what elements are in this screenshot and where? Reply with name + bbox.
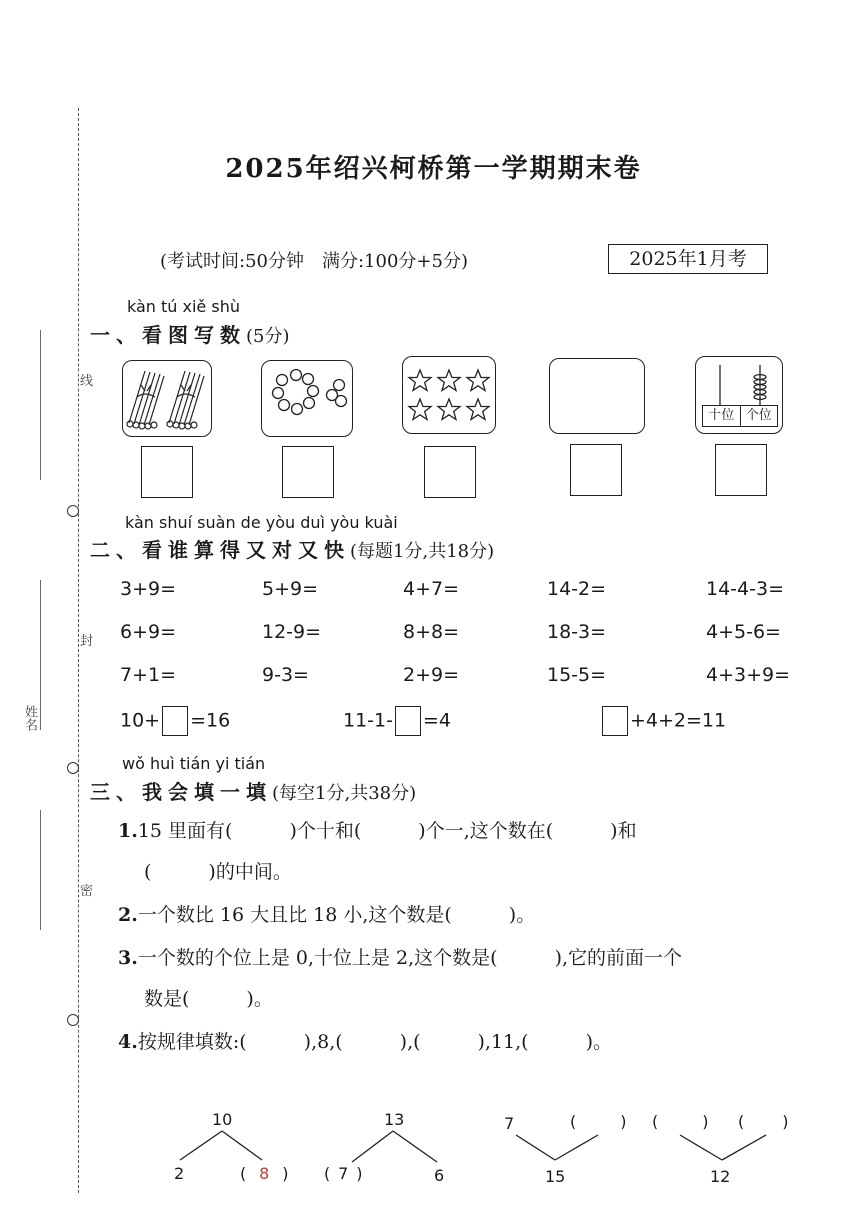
question-1-line2: ( )的中间。	[144, 861, 292, 883]
section1-pinyin: kàn tú xiě shù	[127, 297, 240, 316]
question-number: 3.	[118, 947, 138, 969]
answer-box[interactable]	[570, 444, 622, 496]
answer-box[interactable]	[282, 446, 334, 498]
question-2	[118, 901, 535, 929]
margin-blank-line	[40, 330, 41, 480]
equation: 18-3=	[547, 621, 607, 643]
circles-icon	[262, 361, 352, 436]
section3-pinyin: wǒ huì tián yi tián	[122, 754, 266, 773]
equation: 2+9=	[403, 664, 460, 686]
binding-hole	[67, 1014, 79, 1026]
binding-hole	[67, 762, 79, 774]
answer-box[interactable]	[715, 444, 767, 496]
blank-box[interactable]	[162, 706, 188, 736]
abacus-place-labels	[702, 405, 778, 427]
ones-label: 个位	[745, 408, 772, 423]
question-text: 15 里面有( )个十和( )个一,这个数在( )和	[137, 820, 637, 842]
equation-left: 10+	[120, 709, 161, 732]
equation: 15-5=	[547, 664, 607, 686]
bond1-left: 2	[174, 1164, 185, 1183]
picture-bundles	[122, 360, 212, 437]
section2-score: (每题1分,共18分)	[350, 541, 495, 562]
blank-box[interactable]	[602, 706, 628, 736]
equation-right: +4+2=11	[630, 709, 727, 732]
equation: 6+9=	[120, 621, 177, 643]
bond1-right: ( 8 )	[240, 1164, 289, 1183]
bond3-bottom: 15	[545, 1167, 566, 1186]
bond3-right[interactable]: ( )	[570, 1112, 627, 1131]
section1-title: 一、看图写数	[90, 323, 246, 347]
page-title: 2025年绍兴柯桥第一学期期末卷	[225, 154, 642, 184]
picture-circles	[261, 360, 353, 437]
exam-info: (考试时间:50分钟 满分:100分+5分)	[160, 251, 468, 272]
question-text: 一个数比 16 大且比 18 小,这个数是( )。	[137, 904, 536, 926]
mi-label: 密	[80, 884, 94, 899]
seal-label: 封	[80, 634, 94, 649]
question-4	[118, 1028, 612, 1056]
box-equation	[120, 706, 230, 736]
equation: 4+7=	[403, 578, 460, 600]
stars-icon	[403, 357, 495, 433]
box-equation	[343, 706, 451, 736]
number-bond-lines	[0, 1100, 867, 1200]
line-label: 线	[80, 374, 94, 389]
section3-score: (每空1分,共38分)	[272, 783, 417, 804]
equation: 14-2=	[547, 578, 607, 600]
question-1-line1	[118, 817, 637, 845]
question-3-line2: 数是( )。	[144, 988, 273, 1010]
bond2-right: 6	[434, 1166, 445, 1185]
section1-heading	[90, 319, 290, 348]
name-label: 姓名	[22, 705, 37, 731]
question-text: 按规律填数:( ),8,( ),( ),11,( )。	[137, 1031, 613, 1053]
bond4-left[interactable]: ( )	[652, 1112, 709, 1131]
equation-right: =4	[422, 709, 451, 732]
question-3-line1	[118, 944, 682, 972]
equation: 4+3+9=	[706, 664, 791, 686]
bond3-left: 7	[504, 1114, 515, 1133]
bond2-left: ( 7 )	[324, 1164, 363, 1183]
abacus-icon	[696, 357, 782, 405]
blank-box[interactable]	[395, 706, 421, 736]
section2-pinyin: kàn shuí suàn de yòu duì yòu kuài	[125, 513, 398, 532]
answer-box[interactable]	[141, 446, 193, 498]
question-text: 一个数的个位上是 0,十位上是 2,这个数是( ),它的前面一个	[137, 947, 683, 969]
answer-box[interactable]	[424, 446, 476, 498]
picture-stars	[402, 356, 496, 434]
equation: 12-9=	[262, 621, 322, 643]
equation-left: 11-1-	[343, 709, 393, 732]
handwritten-answer: 7	[338, 1164, 349, 1183]
equation: 3+9=	[120, 578, 177, 600]
picture-empty	[549, 358, 645, 434]
binding-line	[78, 108, 79, 1193]
stick-bundles-icon	[123, 361, 211, 436]
equation: 5+9=	[262, 578, 319, 600]
section3-heading	[90, 776, 416, 805]
handwritten-answer: 8	[259, 1164, 270, 1183]
equation: 8+8=	[403, 621, 460, 643]
section1-score: (5分)	[246, 326, 290, 347]
section2-title: 二、看谁算得又对又快	[90, 538, 350, 562]
bond4-bottom: 12	[710, 1167, 731, 1186]
equation: 7+1=	[120, 664, 177, 686]
equation: 14-4-3=	[706, 578, 784, 600]
bond2-top: 13	[384, 1110, 405, 1129]
box-equation	[600, 706, 726, 736]
binding-hole	[67, 505, 79, 517]
question-number: 4.	[118, 1031, 138, 1053]
question-number: 1.	[118, 820, 138, 842]
question-number: 2.	[118, 904, 138, 926]
bond4-right[interactable]: ( )	[738, 1112, 789, 1131]
bond1-top: 10	[212, 1110, 233, 1129]
margin-blank-line	[40, 810, 41, 930]
picture-abacus	[695, 356, 783, 434]
equation: 4+5-6=	[706, 621, 781, 643]
equation-right: =16	[190, 709, 231, 732]
section2-heading	[90, 534, 494, 563]
section3-title: 三、我会填一填	[90, 780, 272, 804]
tens-label: 十位	[703, 406, 741, 426]
margin-blank-line	[40, 580, 41, 730]
date-box: 2025年1月考	[608, 244, 768, 274]
equation: 9-3=	[262, 664, 309, 686]
